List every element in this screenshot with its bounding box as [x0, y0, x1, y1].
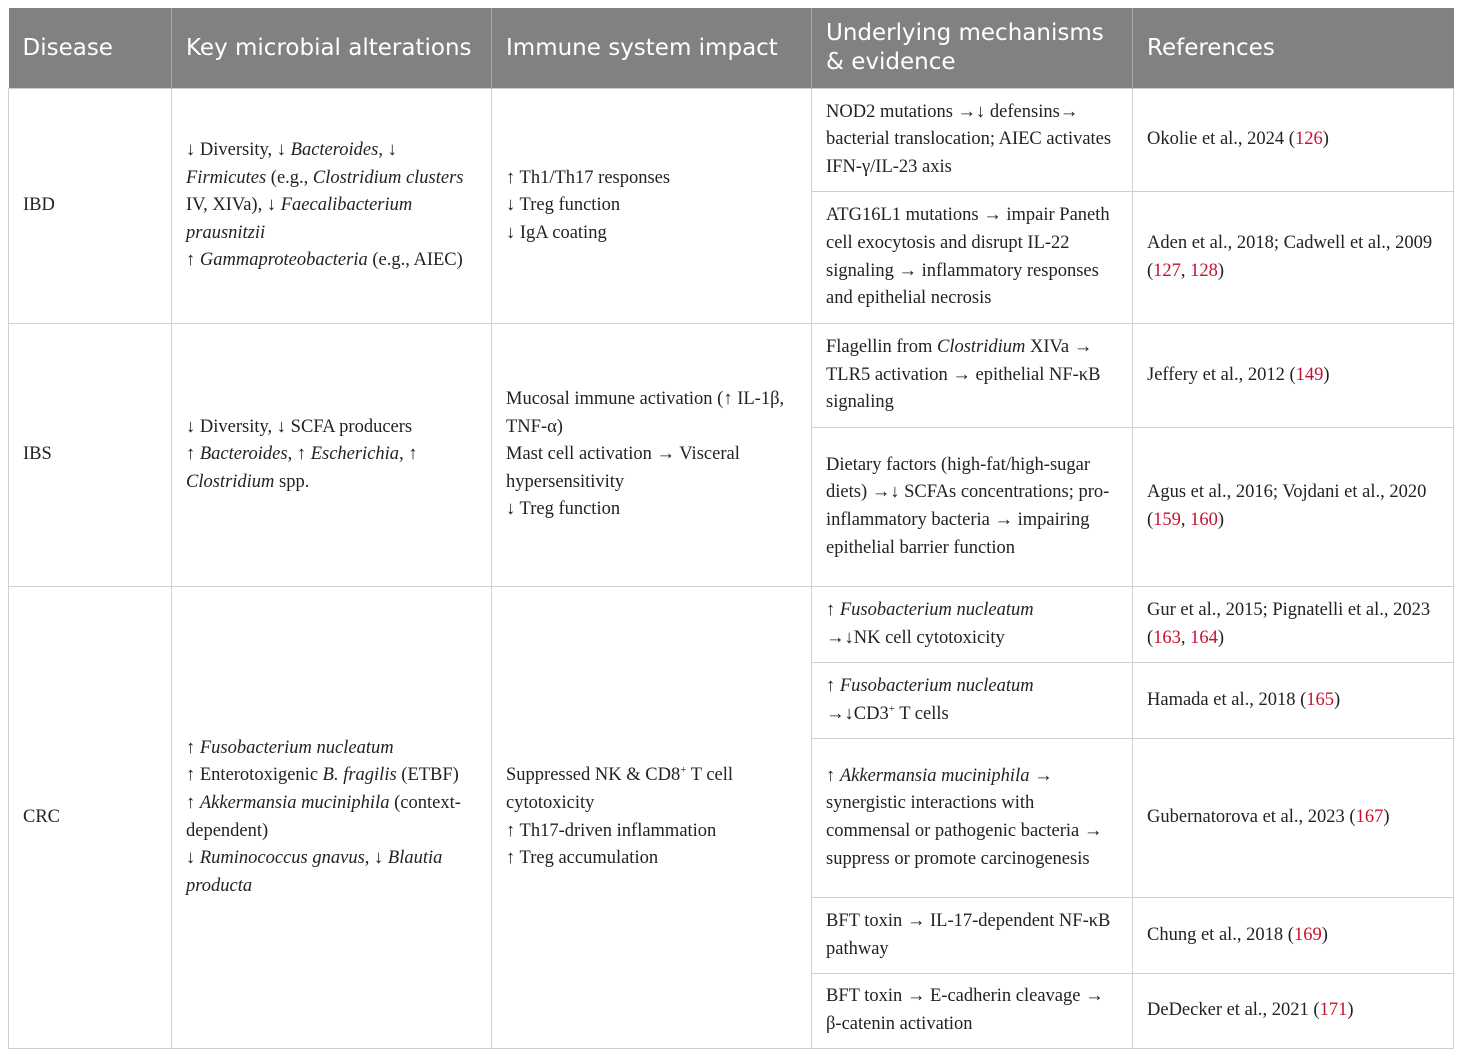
- header-immune: Immune system impact: [492, 8, 812, 89]
- taxon-name: Bacteroides: [290, 140, 379, 161]
- cell-paragraph: [186, 247, 477, 275]
- cell-paragraph: [506, 220, 797, 248]
- cell-paragraph: [186, 790, 477, 845]
- cell-text: Okolie et al., 2024 (: [1147, 129, 1295, 150]
- cell-text: DeDecker et al., 2021 (: [1147, 1000, 1320, 1021]
- citation-link[interactable]: 159: [1153, 510, 1181, 530]
- citation-link[interactable]: 149: [1295, 364, 1324, 385]
- cell-text: ): [1321, 924, 1328, 945]
- cell-text: ATG16L1 mutations → impair Paneth cell exocytosis and disrupt IL-22 signaling → inflammatory responses and epithelial necrosis: [826, 205, 1110, 309]
- cell-text: →↓NK cell cytotoxicity: [826, 627, 1005, 648]
- citation-link[interactable]: 126: [1294, 129, 1323, 150]
- cell-paragraph: [826, 452, 1118, 562]
- cell-text: spp.: [274, 471, 310, 492]
- cell-text: XIVa → TLR5 activation → epithelial NF-κB signaling: [826, 337, 1101, 413]
- cell-paragraph: [826, 625, 1118, 653]
- cell-paragraph: [1147, 997, 1439, 1025]
- cell-text: Mucosal immune activation (↑ IL-1β, TNF-α): [506, 389, 785, 437]
- taxon-name: Clostridium: [186, 471, 275, 492]
- cell-text: Suppressed NK & CD8: [506, 765, 681, 786]
- cell-paragraph: [1147, 479, 1439, 534]
- cell-paragraph: [186, 137, 477, 247]
- mechanism-cell: [812, 428, 1133, 587]
- table-row: [9, 89, 1454, 192]
- cell-text: ): [1383, 807, 1390, 828]
- cell-text: , ↑: [287, 444, 311, 465]
- cell-text: IV, XIVa), ↓: [186, 195, 281, 216]
- cell-paragraph: [506, 441, 797, 496]
- cell-text: ,: [1180, 627, 1191, 648]
- cell-paragraph: [826, 701, 1118, 729]
- taxon-name: Fusobacterium nucleatum: [839, 675, 1034, 696]
- cell-paragraph: [1147, 126, 1439, 154]
- table-row: [9, 587, 1454, 663]
- cell-text: Flagellin from: [826, 337, 937, 358]
- cell-text: ↑ Th1/Th17 responses: [506, 167, 671, 188]
- cell-text: ↑: [186, 737, 200, 758]
- cell-text: Jeffery et al., 2012 (: [1147, 364, 1296, 385]
- reference-cell: [1133, 587, 1454, 663]
- cell-text: (e.g., AIEC): [367, 250, 463, 271]
- citation-link[interactable]: 165: [1306, 689, 1334, 710]
- cell-text: ↑: [186, 444, 200, 465]
- header-mechanisms: Underlying mechanisms & evidence: [812, 8, 1133, 89]
- reference-cell: [1133, 428, 1454, 587]
- cell-paragraph: [1147, 362, 1439, 390]
- cell-text: →↓CD3: [826, 703, 889, 724]
- cell-text: ↑ Th17-driven inflammation: [506, 820, 717, 841]
- taxon-name: B. fragilis: [322, 765, 397, 786]
- cell-text: ): [1323, 364, 1330, 385]
- cell-text: ): [1334, 689, 1341, 710]
- cell-text: Gubernatorova et al., 2023 (: [1147, 807, 1356, 828]
- cell-paragraph: [506, 386, 797, 441]
- header-row: [9, 8, 1454, 89]
- cell-text: , ↓: [364, 848, 388, 869]
- cell-text: ): [1217, 510, 1225, 530]
- cell-paragraph: [826, 908, 1118, 963]
- cell-text: ↓: [186, 848, 200, 869]
- taxon-name: Clostridium: [936, 337, 1026, 358]
- cell-text: Gur et al., 2015; Pignatelli et al., 2023 (: [1147, 599, 1431, 648]
- cell-text: T cell cytotoxicity: [506, 765, 734, 813]
- cell-text: Dietary factors (high-fat/high-sugar diets) →↓ SCFAs concentrations; pro-inflammatory bacteria → impairing epithelial barrier function: [826, 454, 1110, 558]
- taxon-name: Akkermansia muciniphila: [199, 792, 390, 813]
- cell-paragraph: [506, 165, 797, 193]
- citation-link[interactable]: 171: [1319, 1000, 1348, 1021]
- header-disease: Disease: [9, 8, 172, 89]
- reference-cell: [1133, 663, 1454, 739]
- reference-cell: [1133, 898, 1454, 974]
- cell-text: , ↓: [378, 140, 397, 161]
- citation-link[interactable]: 160: [1190, 510, 1218, 530]
- cell-text: ): [1347, 1000, 1354, 1021]
- cell-text: +: [888, 702, 895, 715]
- citation-link[interactable]: 163: [1153, 627, 1181, 648]
- immune-cell: [492, 89, 812, 324]
- taxon-name: Fusobacterium nucleatum: [199, 737, 394, 758]
- cell-text: ,: [1180, 510, 1191, 530]
- mechanism-cell: [812, 663, 1133, 739]
- table-row: [9, 324, 1454, 428]
- taxon-name: Ruminococcus gnavus: [199, 848, 365, 869]
- cell-paragraph: [506, 845, 797, 873]
- cell-text: ,: [1180, 260, 1191, 281]
- cell-paragraph: [506, 762, 797, 817]
- taxon-name: Firmicutes: [186, 167, 267, 188]
- cell-text: Hamada et al., 2018 (: [1147, 689, 1307, 710]
- mechanism-cell: [812, 192, 1133, 324]
- mechanism-cell: [812, 898, 1133, 974]
- cell-text: ↓ IgA coating: [506, 222, 607, 243]
- cell-text: +: [680, 764, 687, 777]
- microbial-cell: [172, 587, 492, 1049]
- cell-paragraph: [826, 673, 1118, 701]
- cell-text: Mast cell activation → Visceral hypersensitivity: [506, 444, 740, 492]
- citation-link[interactable]: 169: [1293, 924, 1322, 945]
- cell-text: ↓ Diversity, ↓: [186, 140, 291, 161]
- reference-cell: [1133, 89, 1454, 192]
- cell-paragraph: [186, 441, 477, 496]
- microbial-cell: [172, 324, 492, 587]
- cell-paragraph: [826, 983, 1118, 1038]
- taxon-name: Akkermansia muciniphila: [839, 765, 1030, 786]
- cell-paragraph: [186, 845, 477, 900]
- cell-text: ): [1217, 260, 1225, 281]
- cell-text: Chung et al., 2018 (: [1147, 924, 1294, 945]
- microbiome-disease-table: [8, 8, 1454, 1049]
- cell-text: ↑: [186, 792, 200, 813]
- disease-cell: CRC: [9, 587, 172, 1049]
- cell-text: ↓ Treg function: [506, 195, 621, 216]
- citation-link[interactable]: 164: [1190, 627, 1218, 648]
- cell-text: ↑ Treg accumulation: [506, 848, 659, 869]
- cell-text: ): [1322, 129, 1329, 150]
- header-references: References: [1133, 8, 1454, 89]
- cell-paragraph: [826, 334, 1118, 417]
- taxon-name: Faecalibacterium prausnitzii: [186, 195, 413, 243]
- mechanism-cell: [812, 974, 1133, 1049]
- cell-paragraph: [1147, 922, 1439, 950]
- table-body: [9, 89, 1454, 1049]
- cell-text: BFT toxin → E-cadherin cleavage → β-catenin activation: [826, 986, 1104, 1034]
- taxon-name: Gammaproteobacteria: [199, 250, 368, 271]
- taxon-name: Fusobacterium nucleatum: [839, 599, 1034, 620]
- cell-paragraph: [186, 414, 477, 442]
- microbial-cell: [172, 89, 492, 324]
- cell-text: ↑: [826, 765, 840, 786]
- cell-text: ↑ Enterotoxigenic: [186, 765, 323, 786]
- reference-cell: [1133, 324, 1454, 428]
- cell-text: (ETBF): [396, 765, 459, 786]
- taxon-name: Escherichia: [310, 444, 400, 465]
- cell-text: T cells: [894, 703, 949, 724]
- disease-cell: IBS: [9, 324, 172, 587]
- citation-link[interactable]: 167: [1355, 807, 1384, 828]
- mechanism-cell: [812, 587, 1133, 663]
- cell-text: ↓ Diversity, ↓ SCFA producers: [186, 416, 413, 437]
- taxon-name: Bacteroides: [199, 444, 288, 465]
- cell-paragraph: [1147, 687, 1439, 715]
- cell-text: ): [1217, 627, 1225, 648]
- cell-paragraph: [1147, 597, 1439, 652]
- cell-text: ↓ Treg function: [506, 499, 621, 520]
- mechanism-cell: [812, 89, 1133, 192]
- cell-paragraph: [826, 763, 1118, 873]
- cell-paragraph: [186, 735, 477, 763]
- cell-paragraph: [186, 762, 477, 790]
- citation-link[interactable]: 127: [1153, 260, 1181, 281]
- cell-text: Aden et al., 2018; Cadwell et al., 2009 (: [1147, 232, 1433, 281]
- cell-paragraph: [1147, 230, 1439, 285]
- cell-text: (e.g.,: [266, 167, 313, 188]
- immune-cell: [492, 587, 812, 1049]
- cell-paragraph: [506, 818, 797, 846]
- header-microbial: Key microbial alterations: [172, 8, 492, 89]
- citation-link[interactable]: 128: [1190, 260, 1218, 281]
- cell-text: , ↑: [399, 444, 418, 465]
- cell-paragraph: [826, 597, 1118, 625]
- cell-text: → synergistic interactions with commensal or pathogenic bacteria → suppress or promote carcinogenesis: [826, 765, 1103, 869]
- cell-paragraph: [1147, 804, 1439, 832]
- cell-text: ↑: [826, 675, 840, 696]
- immune-cell: [492, 324, 812, 587]
- cell-text: ↑: [186, 250, 200, 271]
- taxon-name: Clostridium clusters: [312, 167, 464, 188]
- disease-cell: IBD: [9, 89, 172, 324]
- reference-cell: [1133, 739, 1454, 898]
- cell-text: NOD2 mutations →↓ defensins→ bacterial translocation; AIEC activates IFN-γ/IL-23 axis: [826, 101, 1112, 177]
- cell-text: (context-dependent): [186, 792, 461, 841]
- cell-paragraph: [506, 192, 797, 220]
- taxon-name: Blautia producta: [186, 848, 443, 896]
- reference-cell: [1133, 974, 1454, 1049]
- cell-paragraph: [826, 99, 1118, 182]
- cell-text: Agus et al., 2016; Vojdani et al., 2020 (: [1147, 482, 1427, 530]
- cell-paragraph: [506, 496, 797, 524]
- mechanism-cell: [812, 739, 1133, 898]
- cell-text: ↑: [826, 599, 840, 620]
- reference-cell: [1133, 192, 1454, 324]
- cell-text: BFT toxin → IL-17-dependent NF-κB pathway: [826, 910, 1111, 959]
- cell-paragraph: [826, 202, 1118, 312]
- mechanism-cell: [812, 324, 1133, 428]
